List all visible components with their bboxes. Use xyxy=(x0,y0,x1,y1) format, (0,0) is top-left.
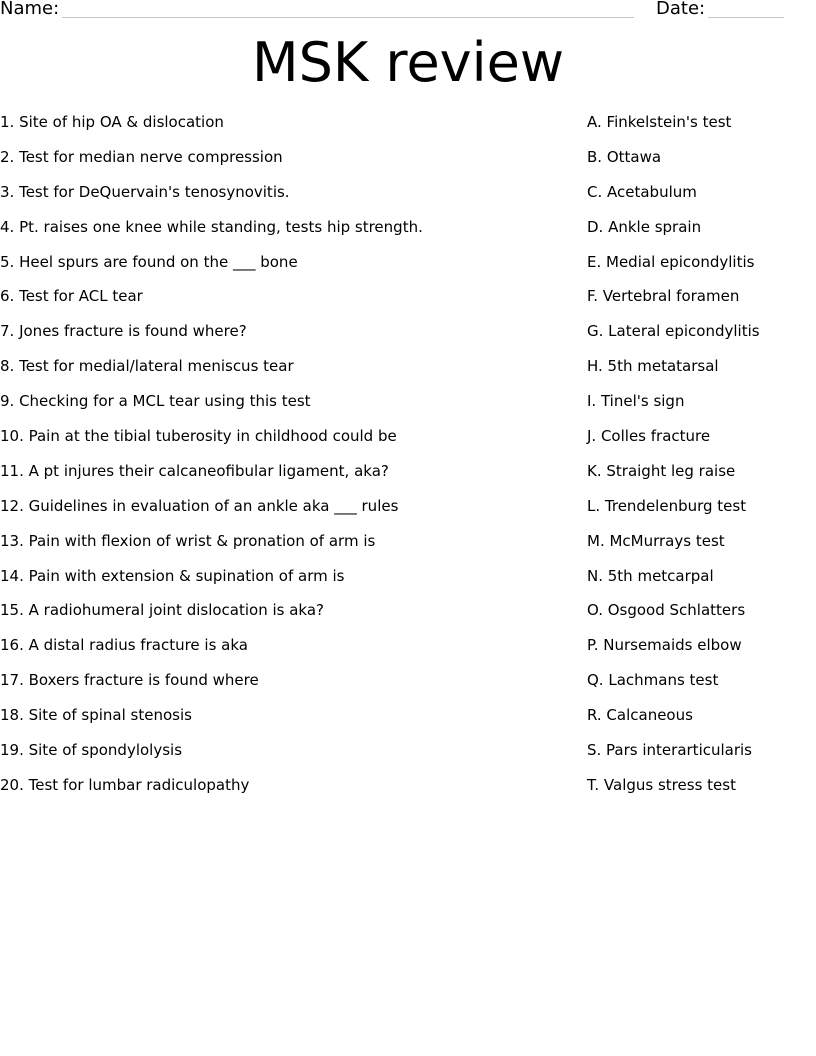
answer-item: H. 5th metatarsal xyxy=(587,357,719,376)
question-item: 8. Test for medial/lateral meniscus tear xyxy=(0,357,294,376)
page-title: MSK review xyxy=(251,31,565,94)
answer-item: M. McMurrays test xyxy=(587,531,725,550)
answer-item: C. Acetabulum xyxy=(587,182,697,201)
answer-item: G. Lateral epicondylitis xyxy=(587,322,760,341)
answer-item: A. Finkelstein's test xyxy=(587,113,732,131)
question-list xyxy=(0,112,570,810)
answer-list xyxy=(587,112,816,810)
question-item: 18. Site of spinal stenosis xyxy=(0,706,192,725)
question-item: 14. Pain with extension & supination of arm is xyxy=(0,566,345,585)
answer-item: I. Tinel's sign xyxy=(587,392,685,411)
question-item: 12. Guidelines in evaluation of an ankle aka ___ rules xyxy=(0,496,399,515)
question-item: 16. A distal radius fracture is aka xyxy=(0,636,248,655)
question-item: 20. Test for lumbar radiculopathy xyxy=(0,775,250,794)
date-label: Date: xyxy=(656,0,706,19)
answer-item: L. Trendelenburg test xyxy=(587,496,747,515)
question-item: 4. Pt. raises one knee while standing, tests hip strength. xyxy=(0,217,423,236)
answer-item: B. Ottawa xyxy=(587,147,662,166)
question-item: 9. Checking for a MCL tear using this test xyxy=(0,392,311,411)
question-item: 2. Test for median nerve compression xyxy=(0,147,283,166)
answer-item: E. Medial epicondylitis xyxy=(587,252,755,271)
answer-item: P. Nursemaids elbow xyxy=(587,636,742,655)
question-item: 5. Heel spurs are found on the ___ bone xyxy=(0,252,298,271)
question-item: 3. Test for DeQuervain's tenosynovitis. xyxy=(0,182,290,201)
question-item: 10. Pain at the tibial tuberosity in childhood could be xyxy=(0,427,397,446)
answer-item: R. Calcaneous xyxy=(587,706,693,725)
answer-item: N. 5th metcarpal xyxy=(587,566,714,585)
question-item: 17. Boxers fracture is found where xyxy=(0,671,259,690)
worksheet-header xyxy=(0,0,816,24)
answer-item: D. Ankle sprain xyxy=(587,217,702,236)
question-item: 7. Jones fracture is found where? xyxy=(0,322,247,341)
question-item: 13. Pain with flexion of wrist & pronation of arm is xyxy=(0,531,376,550)
answer-item: J. Colles fracture xyxy=(587,427,711,446)
question-item: 19. Site of spondylolysis xyxy=(0,741,183,760)
date-blank-line[interactable] xyxy=(708,17,784,18)
answer-item: S. Pars interarticularis xyxy=(587,741,752,760)
name-blank-line[interactable] xyxy=(62,17,634,18)
answer-item: K. Straight leg raise xyxy=(587,461,736,480)
name-label: Name: xyxy=(0,0,60,19)
answer-item: Q. Lachmans test xyxy=(587,671,719,690)
question-item: 15. A radiohumeral joint dislocation is aka? xyxy=(0,601,325,620)
answer-item: T. Valgus stress test xyxy=(587,775,736,794)
question-item: 11. A pt injures their calcaneofibular ligament, aka? xyxy=(0,461,389,480)
question-item: 1. Site of hip OA & dislocation xyxy=(0,113,224,131)
question-item: 6. Test for ACL tear xyxy=(0,287,143,306)
answer-item: F. Vertebral foramen xyxy=(587,287,740,306)
answer-item: O. Osgood Schlatters xyxy=(587,601,746,620)
